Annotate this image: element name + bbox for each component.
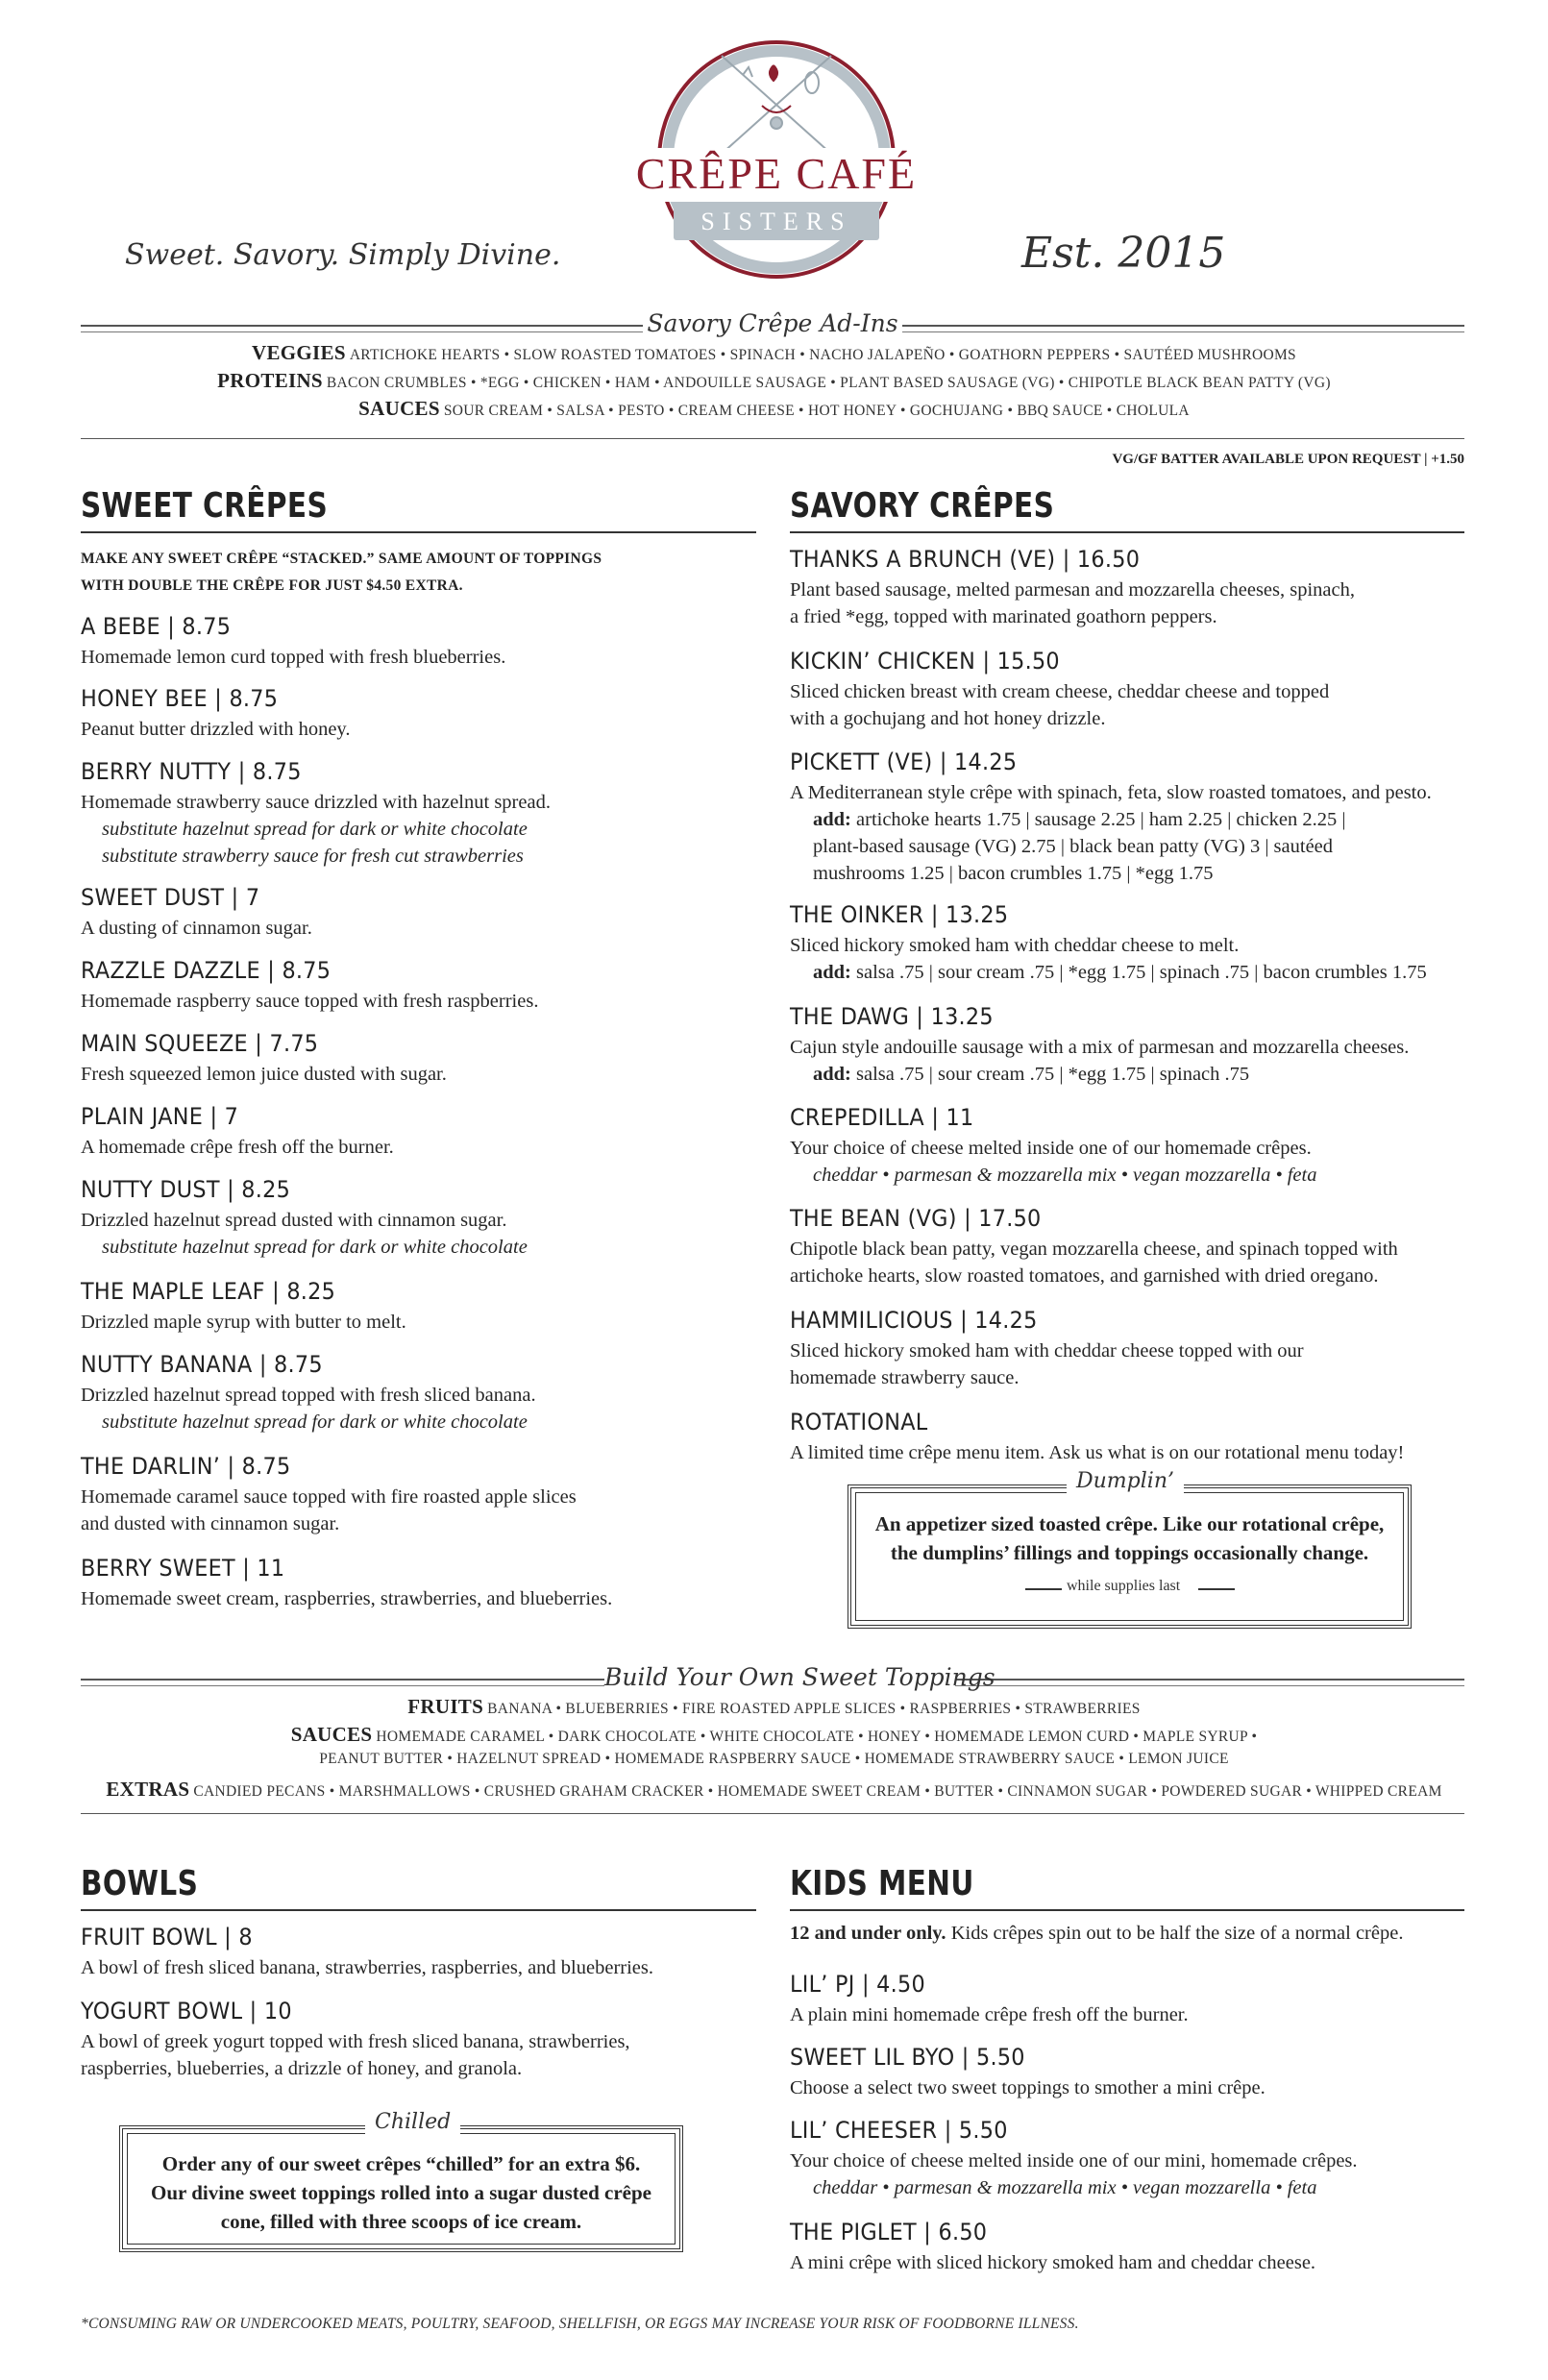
menu-item-name: FRUIT BOWL | 8	[81, 1924, 253, 1951]
heading-rule	[790, 531, 1464, 533]
chilled-line: cone, filled with three scoops of ice cream.	[220, 2210, 582, 2233]
add-on-label: add:	[813, 1064, 851, 1085]
menu-item-desc: Homemade sweet cream, raspberries, strawberries, and blueberries.	[81, 1588, 613, 1609]
dash	[1198, 1588, 1235, 1590]
menu-item-name: THE DARLIN’ | 8.75	[81, 1453, 291, 1480]
menu-item-name: LIL’ PJ | 4.50	[790, 1971, 926, 1998]
chilled-line: Our divine sweet toppings rolled into a sugar dusted crêpe	[151, 2181, 651, 2204]
menu-item-name: THANKS A BRUNCH (VE) | 16.50	[790, 546, 1141, 573]
menu-item-name: YOGURT BOWL | 10	[81, 1998, 292, 2024]
substitution-note: substitute hazelnut spread for dark or white chocolate	[102, 1411, 528, 1433]
kids-menu-heading: KIDS MENU	[790, 1864, 974, 1903]
topping-category: FRUITS	[407, 1695, 484, 1718]
menu-item-desc: Drizzled hazelnut spread topped with fresh sliced banana.	[81, 1385, 536, 1406]
menu-item-desc: a fried *egg, topped with marinated goathorn peppers.	[790, 606, 1217, 627]
divider	[81, 438, 1464, 439]
menu-item-desc: Peanut butter drizzled with honey.	[81, 719, 351, 740]
menu-item-name: KICKIN’ CHICKEN | 15.50	[790, 648, 1060, 675]
add-on-line	[813, 860, 1213, 887]
menu-item-name: THE BEAN (VG) | 17.50	[790, 1205, 1042, 1232]
menu-item-name: ROTATIONAL	[790, 1409, 928, 1435]
divider	[81, 1813, 1464, 1814]
menu-item-name: BERRY SWEET | 11	[81, 1555, 285, 1582]
cheese-options: cheddar • parmesan & mozzarella mix • vegan mozzarella • feta	[813, 2177, 1317, 2198]
dumplin-title: Dumplin’	[1067, 1469, 1184, 1493]
topping-category: SAUCES	[290, 1723, 373, 1746]
substitution-note: substitute strawberry sauce for fresh cut strawberries	[102, 846, 524, 867]
menu-item-desc: Drizzled hazelnut spread dusted with cinnamon sugar.	[81, 1210, 507, 1231]
menu-item-desc: Fresh squeezed lemon juice dusted with sugar.	[81, 1064, 447, 1085]
topping-items: BANANA • BLUEBERRIES • FIRE ROASTED APPLE SLICES • RASPBERRIES • STRAWBERRIES	[487, 1701, 1141, 1717]
add-on-options: plant-based sausage (VG) 2.75 | black bean patty (VG) 3 | sautéed	[813, 836, 1334, 857]
toppings-title: Build Your Own Sweet Toppings	[604, 1663, 995, 1691]
add-on-label: add:	[813, 962, 851, 983]
add-on-options: artichoke hearts 1.75 | sausage 2.25 | ham 2.25 | chicken 2.25 |	[856, 809, 1346, 830]
menu-item-name: BERRY NUTTY | 8.75	[81, 758, 302, 785]
tagline: Sweet. Savory. Simply Divine.	[125, 238, 561, 272]
kids-intro	[790, 1920, 1403, 1947]
menu-item-name: LIL’ CHEESER | 5.50	[790, 2117, 1008, 2144]
batter-note: VG/GF BATTER AVAILABLE UPON REQUEST | +1.50	[1112, 452, 1464, 467]
chilled-line: Order any of our sweet crêpes “chilled” for an extra $6.	[161, 2152, 641, 2175]
menu-item-name: PLAIN JANE | 7	[81, 1103, 239, 1130]
menu-item-name: CREPEDILLA | 11	[790, 1104, 974, 1131]
menu-item-desc: A plain mini homemade crêpe fresh off the burner.	[790, 2004, 1189, 2025]
menu-item-desc: and dusted with cinnamon sugar.	[81, 1513, 340, 1534]
toppings-row-extras	[0, 1778, 1548, 1802]
add-on-line	[813, 833, 1333, 860]
menu-item-desc: Your choice of cheese melted inside one of our mini, homemade crêpes.	[790, 2150, 1358, 2171]
substitution-note: substitute hazelnut spread for dark or white chocolate	[102, 819, 528, 840]
logo-subtitle: SISTERS	[700, 208, 852, 235]
topping-items: HOMEMADE CARAMEL • DARK CHOCOLATE • WHITE CHOCOLATE • HONEY • HOMEMADE LEMON CURD • MAPLE SYRUP •	[376, 1729, 1258, 1745]
addin-category: PROTEINS	[217, 369, 323, 392]
menu-item-name: HONEY BEE | 8.75	[81, 685, 279, 712]
stacked-note: MAKE ANY SWEET CRÊPE “STACKED.” SAME AMOUNT OF TOPPINGS WITH DOUBLE THE CRÊPE FOR JUST $4.50 EXTRA.	[81, 551, 602, 594]
add-on-label: add:	[813, 809, 851, 830]
menu-item-name: THE OINKER | 13.25	[790, 901, 1009, 928]
menu-item-desc: Homemade raspberry sauce topped with fresh raspberries.	[81, 991, 539, 1012]
add-on-line	[813, 1061, 1249, 1088]
dumplin-line: An appetizer sized toasted crêpe. Like our rotational crêpe,	[874, 1512, 1385, 1535]
menu-item-desc: A Mediterranean style crêpe with spinach, feta, slow roasted tomatoes, and pesto.	[790, 782, 1432, 803]
dash	[1025, 1588, 1062, 1590]
crossed-utensils-icon	[722, 56, 831, 154]
addin-row-sauces	[0, 397, 1548, 421]
menu-item-desc: Homemade strawberry sauce drizzled with hazelnut spread.	[81, 792, 551, 813]
dumplin-note: while supplies last	[1067, 1578, 1181, 1594]
menu-item-desc: A bowl of greek yogurt topped with fresh sliced banana, strawberries,	[81, 2031, 630, 2052]
topping-items: CANDIED PECANS • MARSHMALLOWS • CRUSHED GRAHAM CRACKER • HOMEMADE SWEET CREAM • BUTTER • CINNAMON SUGAR • POWDERED SUGAR • WHIPPED CREAM	[193, 1783, 1442, 1800]
menu-item-desc: with a gochujang and hot honey drizzle.	[790, 708, 1106, 729]
heading-rule	[790, 1909, 1464, 1911]
heading-rule	[81, 1909, 756, 1911]
foodborne-disclaimer: *CONSUMING RAW OR UNDERCOOKED MEATS, POULTRY, SEAFOOD, SHELLFISH, OR EGGS MAY INCREASE YOUR RISK OF FOODBORNE ILLNESS.	[81, 2316, 1079, 2332]
cafe-logo	[608, 37, 945, 296]
kids-intro-bold: 12 and under only.	[790, 1923, 946, 1944]
menu-item-desc: A homemade crêpe fresh off the burner.	[81, 1137, 394, 1158]
menu-item-name: PICKETT (VE) | 14.25	[790, 748, 1018, 775]
menu-item-name: MAIN SQUEEZE | 7.75	[81, 1030, 319, 1057]
menu-item-desc: Cajun style andouille sausage with a mix of parmesan and mozzarella cheeses.	[790, 1037, 1410, 1058]
menu-item-name: THE MAPLE LEAF | 8.25	[81, 1278, 336, 1305]
menu-item-desc: A dusting of cinnamon sugar.	[81, 918, 312, 939]
menu-item-desc: Homemade caramel sauce topped with fire roasted apple slices	[81, 1486, 577, 1508]
menu-item-desc: Sliced chicken breast with cream cheese, cheddar cheese and topped	[790, 681, 1330, 702]
menu-item-desc: homemade strawberry sauce.	[790, 1367, 1020, 1388]
add-on-options: salsa .75 | sour cream .75 | *egg 1.75 | spinach .75	[856, 1064, 1250, 1085]
menu-item-desc: Drizzled maple syrup with butter to melt.	[81, 1312, 406, 1333]
sweet-crepes-heading: SWEET CRÊPES	[81, 486, 329, 526]
substitution-note: substitute hazelnut spread for dark or white chocolate	[102, 1237, 528, 1258]
addin-items: BACON CRUMBLES • *EGG • CHICKEN • HAM • ANDOUILLE SAUSAGE • PLANT BASED SAUSAGE (VG) • CHIPOTLE BLACK BEAN PATTY (VG)	[326, 375, 1331, 391]
savory-crepes-heading: SAVORY CRÊPES	[790, 486, 1055, 526]
addin-row-proteins	[0, 369, 1548, 393]
menu-item-name: RAZZLE DAZZLE | 8.75	[81, 957, 332, 984]
add-on-line	[813, 806, 1345, 833]
menu-item-name: SWEET DUST | 7	[81, 884, 260, 911]
add-on-options: mushrooms 1.25 | bacon crumbles 1.75 | *egg 1.75	[813, 863, 1214, 884]
menu-item-name: A BEBE | 8.75	[81, 613, 232, 640]
menu-item-desc: Your choice of cheese melted inside one of our homemade crêpes.	[790, 1138, 1312, 1159]
topping-category: EXTRAS	[106, 1778, 190, 1801]
bowls-heading: BOWLS	[81, 1864, 199, 1903]
menu-item-desc: A mini crêpe with sliced hickory smoked ham and cheddar cheese.	[790, 2252, 1316, 2273]
chilled-title: Chilled	[365, 2110, 460, 2134]
toppings-row-sauces	[0, 1723, 1548, 1747]
menu-item-name: SWEET LIL BYO | 5.50	[790, 2044, 1025, 2071]
addin-row-veggies	[0, 341, 1548, 365]
addins-title: Savory Crêpe Ad-Ins	[647, 309, 898, 337]
menu-item-desc: Choose a select two sweet toppings to smother a mini crêpe.	[790, 2077, 1265, 2098]
menu-item-desc: raspberries, blueberries, a drizzle of honey, and granola.	[81, 2058, 523, 2079]
menu-item-desc: Sliced hickory smoked ham with cheddar cheese topped with our	[790, 1340, 1304, 1362]
addin-category: VEGGIES	[252, 341, 346, 364]
addin-category: SAUCES	[358, 397, 440, 420]
logo-title: CRÊPE CAFÉ	[635, 149, 918, 198]
topping-items: PEANUT BUTTER • HAZELNUT SPREAD • HOMEMADE RASPBERRY SAUCE • HOMEMADE STRAWBERRY SAUCE • LEMON JUICE	[319, 1751, 1229, 1767]
menu-item-name: HAMMILICIOUS | 14.25	[790, 1307, 1038, 1334]
dumplin-line: the dumplins’ fillings and toppings occasionally change.	[890, 1541, 1369, 1564]
toppings-row-fruits	[0, 1695, 1548, 1719]
add-on-options: salsa .75 | sour cream .75 | *egg 1.75 | spinach .75 | bacon crumbles 1.75	[856, 962, 1427, 983]
addin-items: SOUR CREAM • SALSA • PESTO • CREAM CHEESE • HOT HONEY • GOCHUJANG • BBQ SAUCE • CHOLULA	[443, 403, 1190, 419]
add-on-line	[813, 959, 1427, 986]
menu-item-name: NUTTY BANANA | 8.75	[81, 1351, 323, 1378]
menu-item-name: THE PIGLET | 6.50	[790, 2219, 988, 2245]
heading-rule	[81, 531, 756, 533]
menu-item-desc: artichoke hearts, slow roasted tomatoes, and garnished with dried oregano.	[790, 1265, 1379, 1287]
cheese-options: cheddar • parmesan & mozzarella mix • vegan mozzarella • feta	[813, 1165, 1317, 1186]
menu-item-name: NUTTY DUST | 8.25	[81, 1176, 291, 1203]
menu-item-desc: A bowl of fresh sliced banana, strawberries, raspberries, and blueberries.	[81, 1957, 653, 1978]
menu-item-name: THE DAWG | 13.25	[790, 1003, 994, 1030]
menu-item-desc: Homemade lemon curd topped with fresh blueberries.	[81, 647, 506, 668]
toppings-row-sauces-cont	[0, 1751, 1548, 1768]
menu-item-desc: Sliced hickory smoked ham with cheddar cheese to melt.	[790, 935, 1240, 956]
addin-items: ARTICHOKE HEARTS • SLOW ROASTED TOMATOES • SPINACH • NACHO JALAPEÑO • GOATHORN PEPPERS • SAUTÉED MUSHROOMS	[349, 347, 1296, 363]
menu-item-desc: Plant based sausage, melted parmesan and mozzarella cheeses, spinach,	[790, 579, 1356, 601]
menu-item-desc: A limited time crêpe menu item. Ask us what is on our rotational menu today!	[790, 1442, 1405, 1463]
menu-item-desc: Chipotle black bean patty, vegan mozzarella cheese, and spinach topped with	[790, 1239, 1398, 1260]
established-year: Est. 2015	[1021, 229, 1226, 278]
kids-intro-text: Kids crêpes spin out to be half the size of a normal crêpe.	[946, 1923, 1404, 1944]
